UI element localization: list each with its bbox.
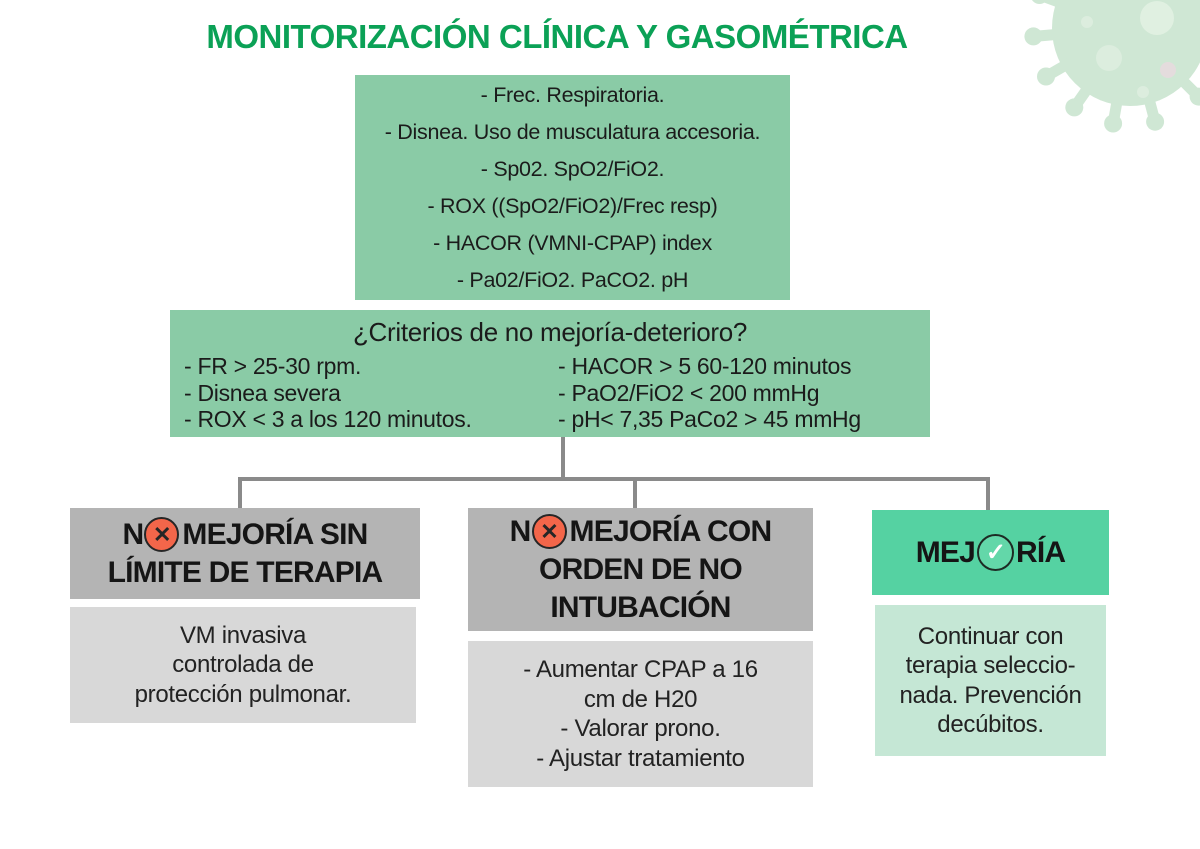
branch-header-line [916, 534, 1066, 572]
body-line: VM invasiva [179, 621, 307, 649]
criteria-left-column [184, 353, 472, 433]
body-line: controlada de [172, 651, 314, 679]
branch-no-improvement-dni-header [468, 508, 813, 631]
connector-rail [238, 477, 990, 481]
branch-improvement-header [872, 510, 1109, 595]
x-circle-icon [144, 517, 179, 552]
branch-header-line: ORDEN DE NO [539, 552, 742, 586]
body-line: - Ajustar tratamiento [536, 744, 745, 772]
branch-header-line [510, 513, 772, 551]
criteria-item: - ROX < 3 a los 120 minutos. [184, 406, 472, 432]
check-circle-icon [977, 534, 1014, 571]
criteria-item: - FR > 25-30 rpm. [184, 353, 362, 379]
body-line: cm de H20 [583, 685, 698, 713]
header-text-rest: MEJORÍA SIN [182, 517, 368, 551]
connector-drop-right [986, 477, 990, 510]
criteria-heading: ¿Criterios de no mejoría-deterioro? [352, 317, 748, 347]
body-line: Continuar con [917, 622, 1064, 650]
connector-trunk [561, 437, 565, 479]
monitoring-parameters-box [355, 75, 790, 300]
header-text-prefix: N [122, 517, 144, 551]
body-line: decúbitos. [937, 711, 1044, 738]
x-glyph: ✕ [153, 521, 171, 547]
branch-no-improvement-no-limit-header [70, 508, 420, 599]
body-line: - Aumentar CPAP a 16 [523, 656, 758, 683]
header-text-rest: MEJORÍA CON [569, 514, 772, 548]
branch-header-line [123, 516, 368, 554]
x-circle-icon [532, 514, 567, 549]
monitor-line: - Disnea. Uso de musculatura accesoria. [384, 119, 761, 144]
header-text-prefix: MEJ [915, 535, 976, 569]
header-text-prefix: N [509, 514, 531, 548]
branch-header-line: LÍMITE DE TERAPIA [107, 555, 383, 589]
branch-improvement-body [875, 605, 1106, 756]
body-line: nada. Prevención [899, 681, 1082, 709]
monitor-line: - HACOR (VMNI-CPAP) index [433, 230, 712, 255]
monitor-line: - Pa02/FiO2. PaCO2. pH [456, 267, 689, 292]
criteria-item: - Disnea severa [184, 379, 341, 406]
monitor-line: - Sp02. SpO2/FiO2. [480, 156, 665, 181]
branch-no-improvement-dni-body [468, 641, 813, 787]
branch-no-improvement-no-limit-body [70, 607, 416, 723]
criteria-item: - PaO2/FiO2 < 200 mmHg [558, 379, 820, 406]
header-text-suffix: RÍA [1016, 535, 1066, 569]
monitor-line: - ROX ((SpO2/FiO2)/Frec resp) [427, 193, 718, 218]
body-line: terapia seleccio- [905, 652, 1076, 679]
criteria-right-column [558, 353, 861, 433]
body-line: protección pulmonar. [134, 680, 352, 708]
connector-drop-middle [633, 477, 637, 508]
monitor-line: - Frec. Respiratoria. [480, 82, 665, 107]
body-line: - Valorar prono. [560, 715, 721, 742]
criteria-item: - HACOR > 5 60-120 minutos [558, 353, 852, 379]
criteria-item: - pH< 7,35 PaCo2 > 45 mmHg [558, 406, 861, 432]
branch-header-line: INTUBACIÓN [550, 590, 731, 624]
x-glyph: ✕ [540, 518, 558, 544]
page-title: MONITORIZACIÓN CLÍNICA Y GASOMÉTRICA [206, 18, 908, 55]
criteria-box [170, 310, 930, 437]
connector-drop-left [238, 477, 242, 508]
check-glyph: ✓ [985, 538, 1006, 566]
